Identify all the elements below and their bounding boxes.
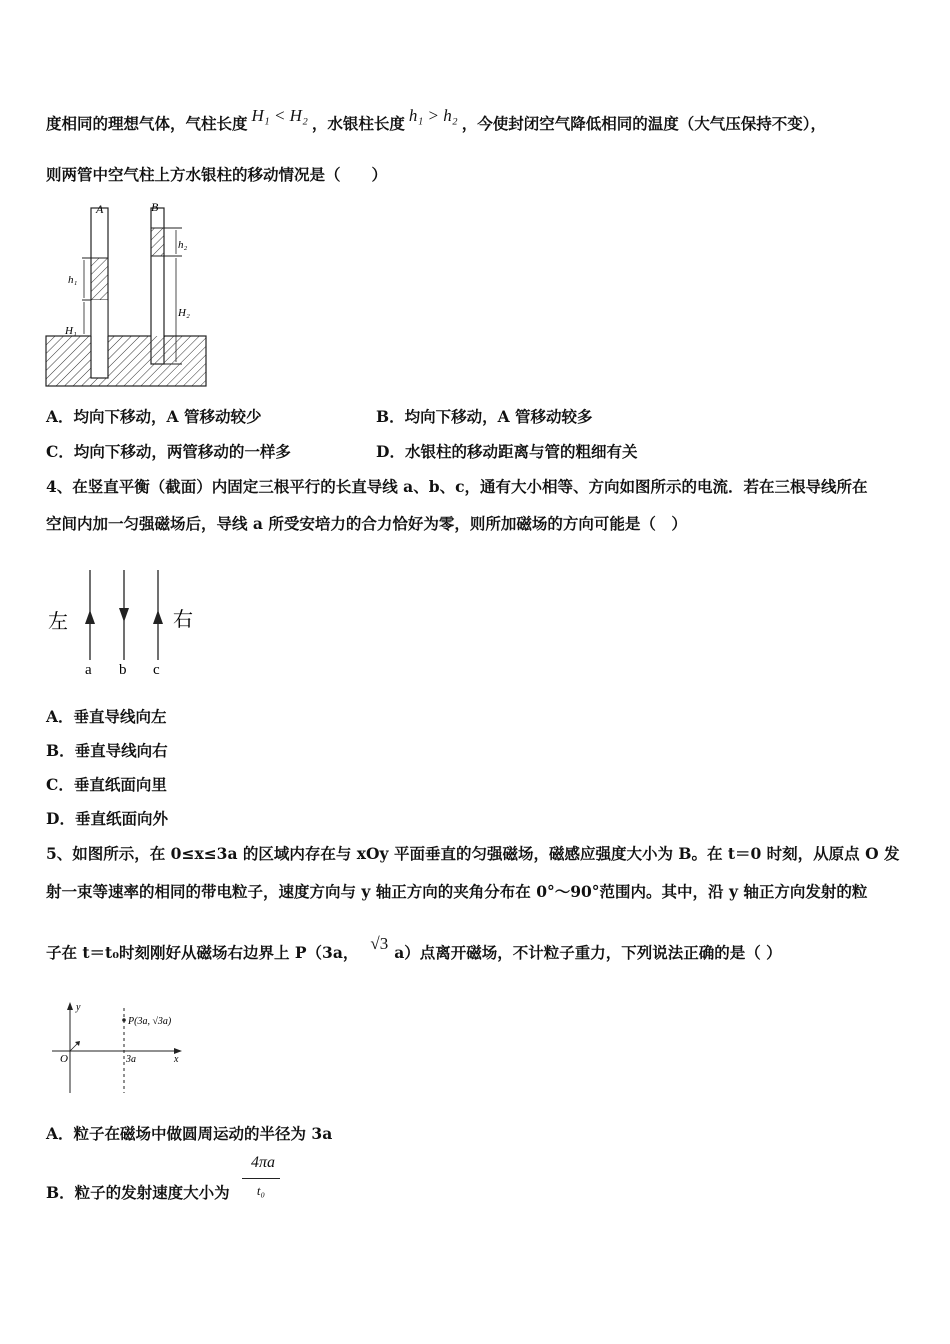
q5-fraction-numerator: 4πa — [250, 1154, 275, 1171]
q3-line1-c: ，今使封闭空气降低相同的温度（大气压保持不变）， — [461, 114, 826, 133]
q3-condition-h: h₁ > h₂ — [408, 106, 458, 125]
q4-option-a[interactable]: A．垂直导线向左 — [46, 707, 167, 726]
q5-fraction-bar — [242, 1178, 280, 1179]
q4-line2: 空间内加一匀强磁场后，导线 a 所受安培力的合力恰好为零，则所加磁场的方向可能是（ ） — [46, 514, 687, 533]
q4-label-b: b — [119, 662, 127, 678]
q4-wire-diagram — [40, 560, 210, 685]
q5-line3-a: 子在 t＝t₀时刻刚好从磁场右边界上 P（3a， — [46, 943, 359, 962]
q5-label-x: x — [174, 1054, 179, 1065]
q3-fig-label-B: B — [151, 200, 159, 214]
q5-line1: 5、如图所示，在 0≤x≤3a 的区域内存在与 xOy 平面垂直的匀强磁场，磁感应强度大小为 B。在 t＝0 时刻，从原点 O 发 — [46, 844, 900, 863]
q5-label-y: y — [76, 1002, 81, 1013]
q3-fig-label-H1: H₁ — [65, 325, 77, 337]
q4-label-c: c — [153, 662, 160, 678]
q5-coordinate-diagram — [46, 998, 196, 1098]
q3-option-c[interactable]: C．均向下移动，两管移动的一样多 — [46, 442, 291, 461]
q3-fig-label-h1: h₁ — [68, 274, 78, 286]
q4-option-c[interactable]: C．垂直纸面向里 — [46, 775, 167, 794]
q5-label-3a: 3a — [126, 1054, 136, 1065]
q3-fig-label-A: A — [96, 202, 104, 216]
q4-label-left: 左 — [48, 609, 68, 633]
q5-option-b[interactable]: B．粒子的发射速度大小为 — [46, 1183, 230, 1202]
q4-line1: 4、在竖直平衡（截面）内固定三根平行的长直导线 a、b、c，通有大小相等、方向如图所示的电流．若在三根导线所在 — [46, 477, 868, 496]
q3-option-b[interactable]: B．均向下移动，A 管移动较多 — [376, 407, 593, 426]
q3-line1 — [46, 106, 826, 134]
q3-fig-label-H2: H₂ — [178, 307, 190, 319]
q3-option-a[interactable]: A．均向下移动，A 管移动较少 — [46, 407, 262, 426]
q5-line3 — [46, 934, 782, 963]
q5-sqrt3: √3 — [370, 934, 389, 953]
q3-line1-a: 度相同的理想气体，气柱长度 — [46, 114, 248, 133]
q3-condition-H: H₁ < H₂ — [251, 106, 308, 125]
q4-label-right: 右 — [173, 607, 193, 631]
q3-fig-label-h2: h₂ — [178, 239, 188, 251]
q4-label-a: a — [85, 662, 92, 678]
q4-option-d[interactable]: D．垂直纸面向外 — [46, 809, 168, 828]
q3-tube-diagram — [40, 198, 215, 393]
q3-line1-b: ，水银柱长度 — [311, 114, 405, 133]
q5-fraction-denominator: t₀ — [256, 1183, 266, 1198]
q4-option-b[interactable]: B．垂直导线向右 — [46, 741, 168, 760]
q3-option-d[interactable]: D．水银柱的移动距离与管的粗细有关 — [376, 442, 638, 461]
q3-line2: 则两管中空气柱上方水银柱的移动情况是（ ） — [46, 165, 388, 184]
q5-line3-b: a）点离开磁场，不计粒子重力，下列说法正确的是（ ） — [394, 943, 782, 962]
q5-option-a[interactable]: A．粒子在磁场中做圆周运动的半径为 3a — [46, 1124, 333, 1143]
q5-label-P: P(3a, √3a) — [128, 1016, 172, 1027]
q5-line2: 射一束等速率的相同的带电粒子，速度方向与 y 轴正方向的夹角分布在 0°～90°范围内。其中，沿 y 轴正方向发射的粒 — [46, 882, 868, 901]
q5-label-O: O — [60, 1053, 68, 1065]
